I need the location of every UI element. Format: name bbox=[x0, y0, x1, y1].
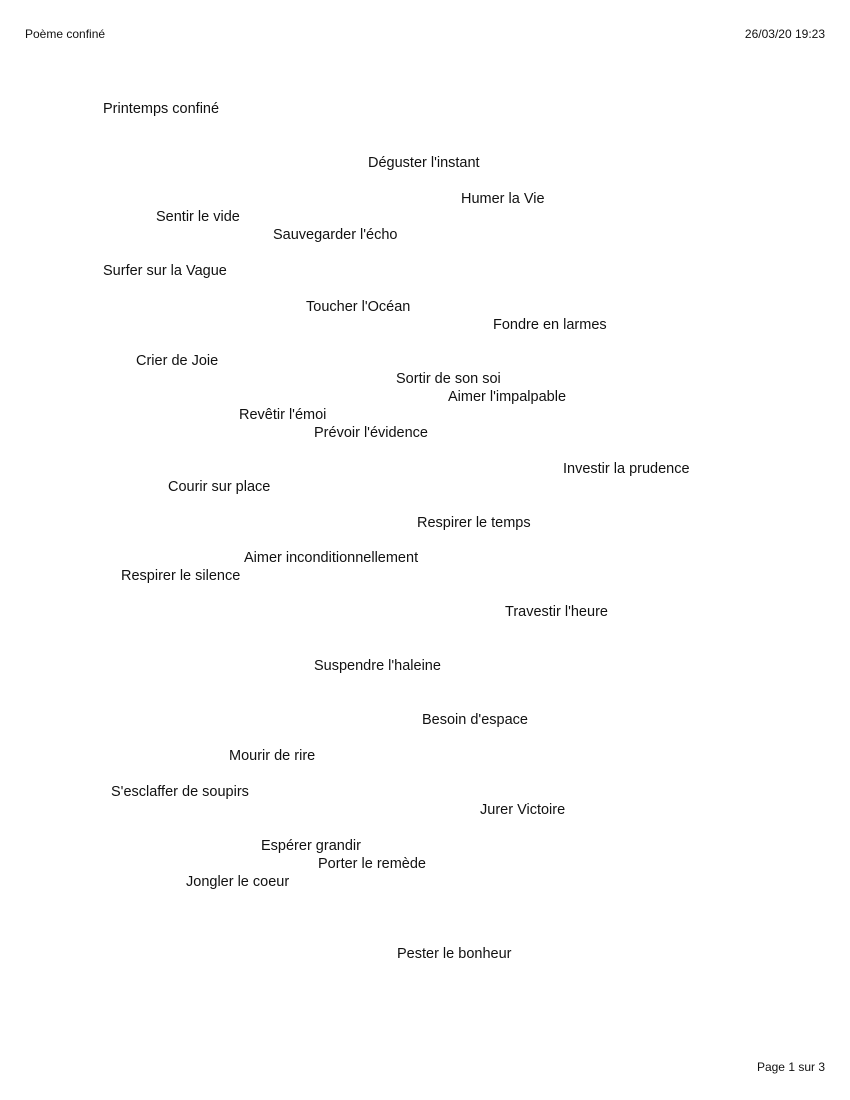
poem-line: Sortir de son soi bbox=[396, 371, 501, 387]
poem-line: Humer la Vie bbox=[461, 191, 545, 207]
poem-line: Toucher l'Océan bbox=[306, 299, 411, 315]
poem-line: Pester le bonheur bbox=[397, 946, 512, 962]
poem-line: Revêtir l'émoi bbox=[239, 407, 327, 423]
poem-line: Prévoir l'évidence bbox=[314, 425, 428, 441]
poem-line: Surfer sur la Vague bbox=[103, 263, 227, 279]
poem-line: Sentir le vide bbox=[156, 209, 240, 225]
poem-line: S'esclaffer de soupirs bbox=[111, 784, 249, 800]
poem-line: Investir la prudence bbox=[563, 461, 690, 477]
page-indicator: Page 1 sur 3 bbox=[756, 1060, 825, 1074]
poem-line: Travestir l'heure bbox=[505, 604, 608, 620]
poem-line: Déguster l'instant bbox=[368, 155, 480, 171]
poem-line: Jongler le coeur bbox=[186, 874, 290, 890]
poem-line: Respirer le silence bbox=[121, 568, 241, 584]
document-title: Poème confiné bbox=[25, 27, 106, 41]
poem-line: Suspendre l'haleine bbox=[314, 658, 441, 674]
poem-line: Fondre en larmes bbox=[493, 317, 607, 333]
poem-line: Respirer le temps bbox=[417, 515, 531, 531]
poem-line: Crier de Joie bbox=[136, 353, 219, 369]
poem-line: Aimer l'impalpable bbox=[448, 389, 567, 405]
print-datetime: 26/03/20 19:23 bbox=[744, 27, 825, 41]
poem-line: Porter le remède bbox=[318, 856, 426, 872]
poem-line: Aimer inconditionnellement bbox=[244, 550, 419, 566]
poem-line: Jurer Victoire bbox=[480, 802, 566, 818]
poem-line: Espérer grandir bbox=[261, 838, 361, 854]
poem-title: Printemps confiné bbox=[103, 101, 220, 117]
poem-line: Besoin d'espace bbox=[422, 712, 528, 728]
poem-line: Sauvegarder l'écho bbox=[273, 227, 398, 243]
poem-line: Courir sur place bbox=[168, 479, 271, 495]
poem-line: Mourir de rire bbox=[229, 748, 316, 764]
